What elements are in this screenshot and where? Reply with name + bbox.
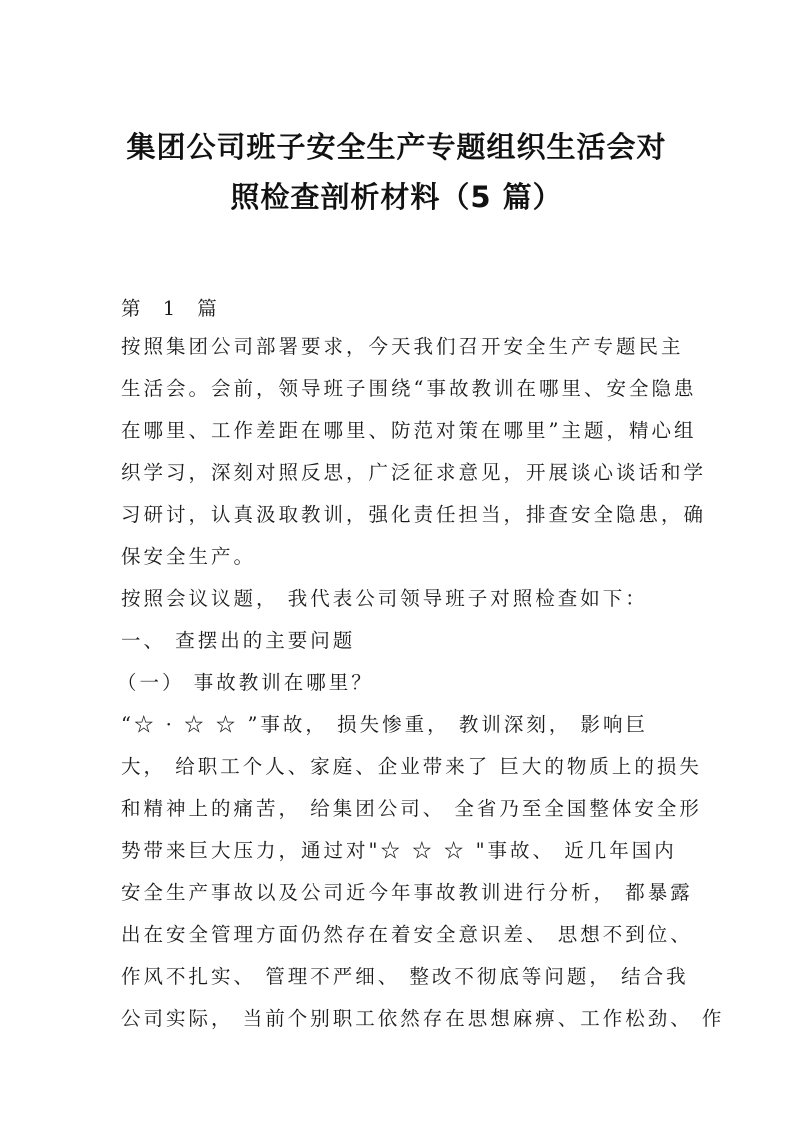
body-line: 大， 给职工个人、家庭、企业带来了 巨大的物质上的损失 xyxy=(121,755,702,778)
body-line: 保安全生产。 xyxy=(121,545,257,568)
body-line: 安全生产事故以及公司近今年事故教训进行分析， 都暴露 xyxy=(121,881,693,904)
body-line: “☆ · ☆ ☆ ”事故， 损失惨重， 教训深刻， 影响巨 xyxy=(121,713,649,736)
body-line: 习研讨，认真汲取教训，强化责任担当，排查安全隐患，确 xyxy=(121,503,707,526)
body-line: 势带来巨大压力，通过对"☆ ☆ ☆ "事故、 近几年国内 xyxy=(121,839,677,862)
heading-level-1: 一、 查摆出的主要问题 xyxy=(121,629,356,652)
body-line: 按照集团公司部署要求，今天我们召开安全生产专题民主 xyxy=(121,335,684,358)
body-line: 按照会议议题， 我代表公司领导班子对照检查如下： xyxy=(121,587,648,610)
document-title-line-2: 照检查剖析材料（5 篇） xyxy=(230,180,563,214)
body-line: 在哪里、工作差距在哪里、防范对策在哪里”主题，精心组 xyxy=(121,419,697,442)
body-line: 织学习，深刻对照反思，广泛征求意见，开展谈心谈话和学 xyxy=(121,461,707,484)
document-title-line-1: 集团公司班子安全生产专题组织生活会对 xyxy=(126,130,667,164)
body-line: 作风不扎实、 管理不严细、 整改不彻底等问题， 结合我 xyxy=(121,965,689,988)
body-line: 生活会。会前，领导班子围绕“事故教训在哪里、安全隐患 xyxy=(121,377,697,400)
body-line: 出在安全管理方面仍然存在着安全意识差、 思想不到位、 xyxy=(121,923,693,946)
section-label: 第 1 篇 xyxy=(121,297,225,320)
body-line: 和精神上的痛苦， 给集团公司、 全省乃至全国整体安全形 xyxy=(121,797,702,820)
heading-level-2: （一） 事故教训在哪里？ xyxy=(117,671,374,694)
body-line: 公司实际， 当前个别职工依然存在思想麻痹、工作松劲、 作 xyxy=(121,1007,725,1030)
